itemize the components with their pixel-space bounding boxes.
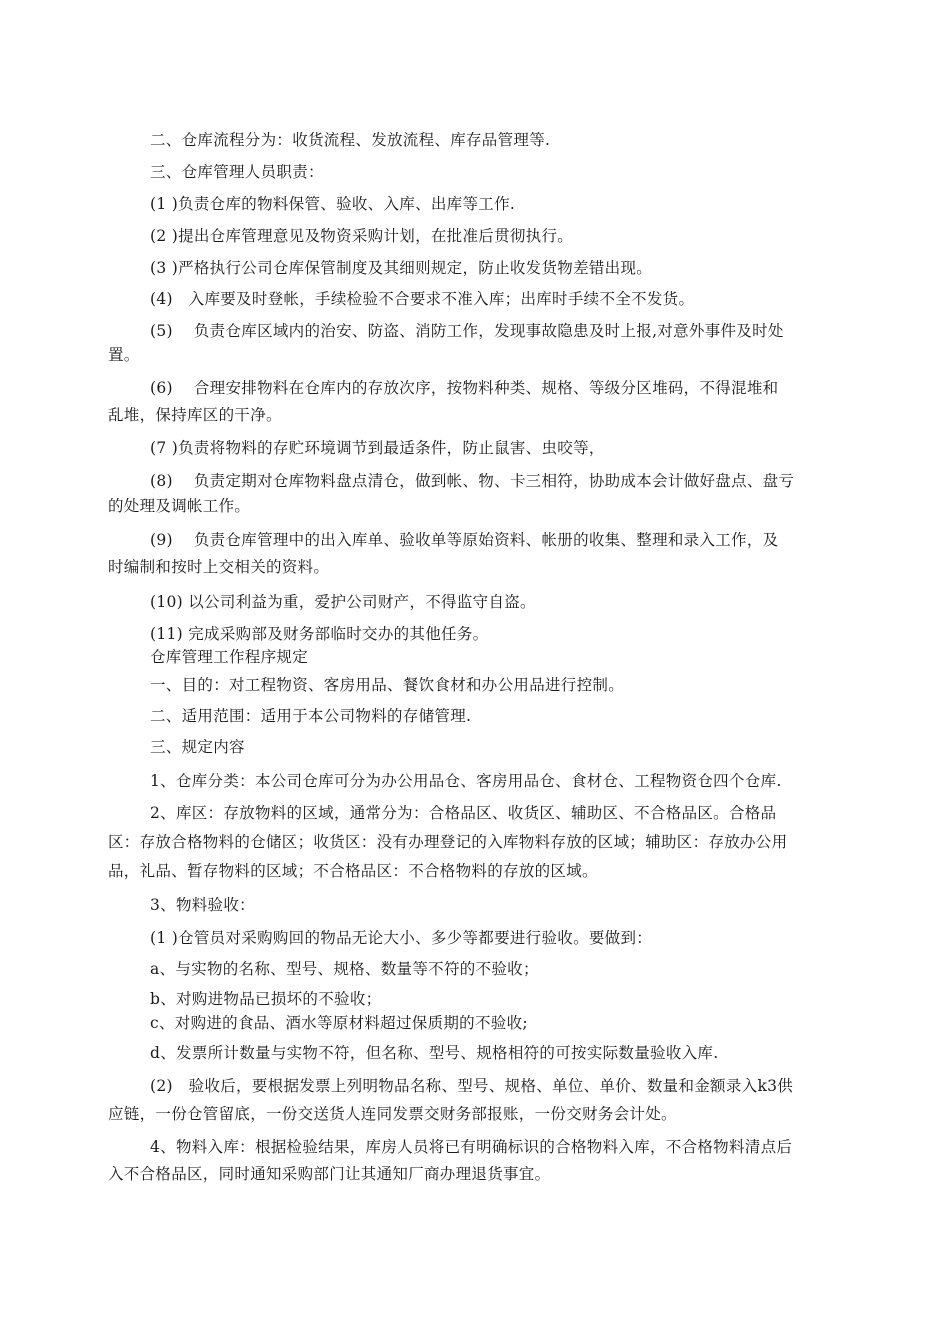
text-line: (2) 验收后，要根据发票上列明物品名称、型号、规格、单位、单价、数量和金额录入k3供 [150, 1077, 794, 1095]
text-line: 一、目的：对工程物资、客房用品、餐饮食材和办公用品进行控制。 [150, 676, 625, 694]
text-line: (11) 完成采购部及财务部临时交办的其他任务。 [150, 625, 489, 643]
text-line: (1 )负责仓库的物料保管、验收、入库、出库等工作. [150, 195, 516, 213]
text-line: (10) 以公司利益为重，爱护公司财产，不得监守自盗。 [150, 593, 536, 611]
text-line: a、与实物的名称、型号、规格、数量等不符的不验收； [150, 960, 539, 978]
text-line: (6) 合理安排物料在仓库内的存放次序，按物料种类、规格、等级分区堆码，不得混堆和 [150, 379, 779, 397]
text-line: (9) 负责仓库管理中的出入库单、验收单等原始资料、帐册的收集、整理和录入工作，及 [150, 531, 779, 549]
section-heading: 仓库管理工作程序规定 [150, 648, 309, 666]
text-line: (5) 负责仓库区域内的治安、防盗、消防工作，发现事故隐患及时上报,对意外事件及时处 [150, 322, 784, 340]
text-line: 区：存放合格物料的仓储区；收货区：没有办理登记的入库物料存放的区域；辅助区：存放办公用 [108, 833, 788, 851]
text-line: (7 )负责将物料的存贮环境调节到最适条件，防止鼠害、虫咬等， [150, 439, 605, 457]
text-line: 应链，一份仓管留底，一份交送货人连同发票交财务部报账，一份交财务会计处。 [108, 1105, 677, 1123]
text-line: 时编制和按时上交相关的资料。 [108, 558, 330, 576]
text-line: 4、物料入库：根据检验结果，库房人员将已有明确标识的合格物料入库，不合格物料清点后 [150, 1138, 793, 1156]
text-line: 入不合格品区，同时通知采购部门让其通知厂商办理退货事宜。 [108, 1165, 551, 1183]
text-line: (3 )严格执行公司仓库保管制度及其细则规定，防止收发货物差错出现。 [150, 259, 653, 277]
text-line: 三、仓库管理人员职责： [150, 163, 324, 181]
text-line: 二、适用范围：适用于本公司物料的存储管理. [150, 707, 472, 725]
text-line: 2、库区：存放物料的区域，通常分为：合格品区、收货区、辅助区、不合格品区。合格品 [150, 804, 777, 822]
text-line: 三、规定内容 [150, 738, 245, 756]
text-line: (2 )提出仓库管理意见及物资采购计划，在批准后贯彻执行。 [150, 227, 574, 245]
text-line: (4) 入库要及时登帐，手续检验不合要求不准入库；出库时手续不全不发货。 [150, 290, 695, 308]
text-line: (8) 负责定期对仓库物料盘点清仓，做到帐、物、卡三相符，协助成本会计做好盘点、盘亏 [150, 472, 795, 490]
text-line: 品，礼品、暂存物料的区域；不合格品区：不合格物料的存放的区域。 [108, 862, 598, 880]
text-line: b、对购进物品已损坏的不验收； [150, 990, 382, 1008]
text-line: 1、仓库分类：本公司仓库可分为办公用品仓、客房用品仓、食材仓、工程物资仓四个仓库. [150, 772, 782, 790]
text-line: 乱堆，保持库区的干净。 [108, 406, 282, 424]
text-line: 3、物料验收： [150, 896, 255, 914]
text-line: 二、仓库流程分为：收货流程、发放流程、库存品管理等. [150, 131, 551, 149]
text-line: 置。 [108, 346, 140, 364]
text-line: c、对购进的食品、酒水等原材料超过保质期的不验收; [150, 1014, 528, 1032]
text-line: 的处理及调帐工作。 [108, 497, 251, 515]
text-line: (1 )仓管员对采购购回的物品无论大小、多少等都要进行验收。要做到： [150, 929, 653, 947]
text-line: d、发票所计数量与实物不符，但名称、型号、规格相符的可按实际数量验收入库. [150, 1044, 719, 1062]
